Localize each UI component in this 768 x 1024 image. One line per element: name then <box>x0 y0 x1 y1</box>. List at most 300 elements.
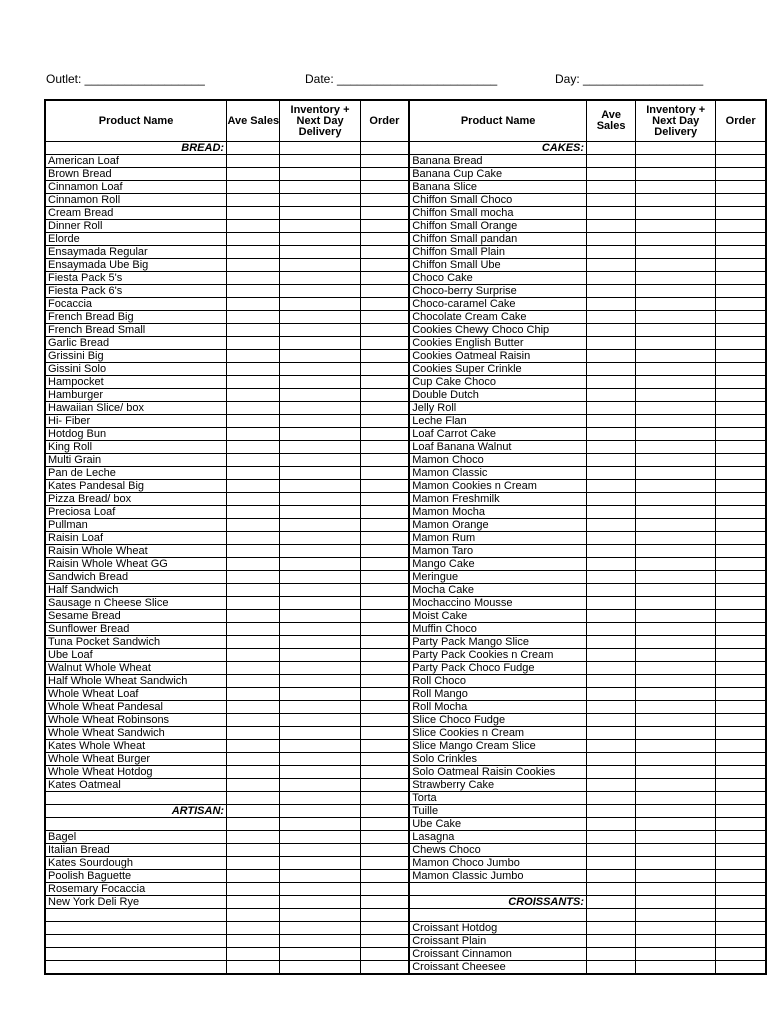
order-cell[interactable] <box>360 415 409 428</box>
order-cell[interactable] <box>360 935 409 948</box>
inventory-cell[interactable] <box>636 194 716 207</box>
order-cell[interactable] <box>716 311 766 324</box>
ave-sales-cell[interactable] <box>587 805 636 818</box>
order-cell[interactable] <box>716 467 766 480</box>
order-cell[interactable] <box>716 844 766 857</box>
order-cell[interactable] <box>716 298 766 311</box>
inventory-cell[interactable] <box>636 922 716 935</box>
ave-sales-cell[interactable] <box>227 285 280 298</box>
order-cell[interactable] <box>716 870 766 883</box>
order-cell[interactable] <box>716 740 766 753</box>
ave-sales-cell[interactable] <box>587 584 636 597</box>
order-cell[interactable] <box>716 584 766 597</box>
order-cell[interactable] <box>716 532 766 545</box>
ave-sales-cell[interactable] <box>587 571 636 584</box>
inventory-cell[interactable] <box>280 636 360 649</box>
order-cell[interactable] <box>360 376 409 389</box>
inventory-cell[interactable] <box>280 558 360 571</box>
ave-sales-cell[interactable] <box>587 701 636 714</box>
inventory-cell[interactable] <box>636 311 716 324</box>
ave-sales-cell[interactable] <box>587 545 636 558</box>
inventory-cell[interactable] <box>280 766 360 779</box>
order-cell[interactable] <box>360 818 409 831</box>
day-field[interactable]: Day: __________________ <box>555 72 704 86</box>
ave-sales-cell[interactable] <box>227 623 280 636</box>
ave-sales-cell[interactable] <box>227 727 280 740</box>
ave-sales-cell[interactable] <box>227 155 280 168</box>
ave-sales-cell[interactable] <box>587 727 636 740</box>
ave-sales-cell[interactable] <box>227 233 280 246</box>
order-cell[interactable] <box>360 701 409 714</box>
inventory-cell[interactable] <box>280 909 360 922</box>
inventory-cell[interactable] <box>280 792 360 805</box>
ave-sales-cell[interactable] <box>227 207 280 220</box>
inventory-cell[interactable] <box>636 610 716 623</box>
ave-sales-cell[interactable] <box>587 376 636 389</box>
ave-sales-cell[interactable] <box>227 610 280 623</box>
inventory-cell[interactable] <box>280 376 360 389</box>
order-cell[interactable] <box>360 662 409 675</box>
ave-sales-cell[interactable] <box>227 805 280 818</box>
ave-sales-cell[interactable] <box>227 688 280 701</box>
inventory-cell[interactable] <box>280 675 360 688</box>
inventory-cell[interactable] <box>280 402 360 415</box>
ave-sales-cell[interactable] <box>587 883 636 896</box>
inventory-cell[interactable] <box>280 857 360 870</box>
inventory-cell[interactable] <box>636 155 716 168</box>
order-cell[interactable] <box>716 545 766 558</box>
order-cell[interactable] <box>716 285 766 298</box>
order-cell[interactable] <box>716 428 766 441</box>
ave-sales-cell[interactable] <box>227 701 280 714</box>
order-cell[interactable] <box>716 805 766 818</box>
ave-sales-cell[interactable] <box>227 584 280 597</box>
ave-sales-cell[interactable] <box>227 896 280 909</box>
inventory-cell[interactable] <box>636 181 716 194</box>
ave-sales-cell[interactable] <box>587 831 636 844</box>
order-cell[interactable] <box>360 519 409 532</box>
ave-sales-cell[interactable] <box>587 935 636 948</box>
order-cell[interactable] <box>716 792 766 805</box>
inventory-cell[interactable] <box>280 194 360 207</box>
ave-sales-cell[interactable] <box>227 753 280 766</box>
inventory-cell[interactable] <box>280 142 360 155</box>
order-cell[interactable] <box>716 272 766 285</box>
order-cell[interactable] <box>360 948 409 961</box>
ave-sales-cell[interactable] <box>587 181 636 194</box>
order-cell[interactable] <box>716 649 766 662</box>
ave-sales-cell[interactable] <box>587 467 636 480</box>
inventory-cell[interactable] <box>636 714 716 727</box>
ave-sales-cell[interactable] <box>587 285 636 298</box>
ave-sales-cell[interactable] <box>587 272 636 285</box>
ave-sales-cell[interactable] <box>587 662 636 675</box>
ave-sales-cell[interactable] <box>227 922 280 935</box>
inventory-cell[interactable] <box>280 454 360 467</box>
ave-sales-cell[interactable] <box>227 870 280 883</box>
order-cell[interactable] <box>360 909 409 922</box>
inventory-cell[interactable] <box>280 662 360 675</box>
inventory-cell[interactable] <box>636 805 716 818</box>
order-cell[interactable] <box>360 272 409 285</box>
ave-sales-cell[interactable] <box>227 402 280 415</box>
ave-sales-cell[interactable] <box>227 467 280 480</box>
inventory-cell[interactable] <box>636 402 716 415</box>
order-cell[interactable] <box>716 818 766 831</box>
inventory-cell[interactable] <box>280 922 360 935</box>
ave-sales-cell[interactable] <box>587 636 636 649</box>
ave-sales-cell[interactable] <box>587 753 636 766</box>
inventory-cell[interactable] <box>636 688 716 701</box>
order-cell[interactable] <box>716 610 766 623</box>
inventory-cell[interactable] <box>280 844 360 857</box>
inventory-cell[interactable] <box>280 805 360 818</box>
inventory-cell[interactable] <box>636 441 716 454</box>
inventory-cell[interactable] <box>280 649 360 662</box>
ave-sales-cell[interactable] <box>587 324 636 337</box>
order-cell[interactable] <box>716 194 766 207</box>
order-cell[interactable] <box>716 441 766 454</box>
inventory-cell[interactable] <box>280 272 360 285</box>
order-cell[interactable] <box>360 532 409 545</box>
order-cell[interactable] <box>360 688 409 701</box>
order-cell[interactable] <box>360 610 409 623</box>
inventory-cell[interactable] <box>636 506 716 519</box>
order-cell[interactable] <box>360 805 409 818</box>
inventory-cell[interactable] <box>280 701 360 714</box>
inventory-cell[interactable] <box>280 779 360 792</box>
ave-sales-cell[interactable] <box>227 337 280 350</box>
inventory-cell[interactable] <box>636 831 716 844</box>
inventory-cell[interactable] <box>280 259 360 272</box>
order-cell[interactable] <box>716 766 766 779</box>
inventory-cell[interactable] <box>636 844 716 857</box>
ave-sales-cell[interactable] <box>227 857 280 870</box>
order-cell[interactable] <box>716 168 766 181</box>
inventory-cell[interactable] <box>636 220 716 233</box>
inventory-cell[interactable] <box>636 597 716 610</box>
order-cell[interactable] <box>360 714 409 727</box>
order-cell[interactable] <box>360 337 409 350</box>
inventory-cell[interactable] <box>280 740 360 753</box>
order-cell[interactable] <box>360 389 409 402</box>
ave-sales-cell[interactable] <box>587 233 636 246</box>
inventory-cell[interactable] <box>280 870 360 883</box>
order-cell[interactable] <box>360 311 409 324</box>
ave-sales-cell[interactable] <box>227 818 280 831</box>
order-cell[interactable] <box>716 376 766 389</box>
order-cell[interactable] <box>360 740 409 753</box>
order-cell[interactable] <box>360 883 409 896</box>
ave-sales-cell[interactable] <box>227 220 280 233</box>
inventory-cell[interactable] <box>636 571 716 584</box>
ave-sales-cell[interactable] <box>227 142 280 155</box>
order-cell[interactable] <box>716 883 766 896</box>
inventory-cell[interactable] <box>280 285 360 298</box>
ave-sales-cell[interactable] <box>587 311 636 324</box>
order-cell[interactable] <box>716 506 766 519</box>
ave-sales-cell[interactable] <box>587 441 636 454</box>
order-cell[interactable] <box>360 207 409 220</box>
inventory-cell[interactable] <box>280 584 360 597</box>
ave-sales-cell[interactable] <box>227 376 280 389</box>
order-cell[interactable] <box>716 389 766 402</box>
inventory-cell[interactable] <box>280 350 360 363</box>
ave-sales-cell[interactable] <box>227 571 280 584</box>
inventory-cell[interactable] <box>636 337 716 350</box>
ave-sales-cell[interactable] <box>587 688 636 701</box>
ave-sales-cell[interactable] <box>587 909 636 922</box>
ave-sales-cell[interactable] <box>587 428 636 441</box>
order-cell[interactable] <box>360 259 409 272</box>
order-cell[interactable] <box>360 831 409 844</box>
order-cell[interactable] <box>360 623 409 636</box>
inventory-cell[interactable] <box>280 168 360 181</box>
order-cell[interactable] <box>360 597 409 610</box>
inventory-cell[interactable] <box>636 818 716 831</box>
inventory-cell[interactable] <box>280 753 360 766</box>
order-cell[interactable] <box>360 571 409 584</box>
order-cell[interactable] <box>716 493 766 506</box>
inventory-cell[interactable] <box>636 389 716 402</box>
inventory-cell[interactable] <box>280 480 360 493</box>
order-cell[interactable] <box>360 792 409 805</box>
inventory-cell[interactable] <box>636 779 716 792</box>
ave-sales-cell[interactable] <box>227 506 280 519</box>
order-cell[interactable] <box>360 194 409 207</box>
ave-sales-cell[interactable] <box>227 779 280 792</box>
ave-sales-cell[interactable] <box>227 259 280 272</box>
order-cell[interactable] <box>360 298 409 311</box>
ave-sales-cell[interactable] <box>587 532 636 545</box>
ave-sales-cell[interactable] <box>227 493 280 506</box>
ave-sales-cell[interactable] <box>227 831 280 844</box>
ave-sales-cell[interactable] <box>587 246 636 259</box>
ave-sales-cell[interactable] <box>587 623 636 636</box>
ave-sales-cell[interactable] <box>587 493 636 506</box>
ave-sales-cell[interactable] <box>227 168 280 181</box>
inventory-cell[interactable] <box>636 740 716 753</box>
inventory-cell[interactable] <box>280 727 360 740</box>
ave-sales-cell[interactable] <box>587 857 636 870</box>
ave-sales-cell[interactable] <box>227 519 280 532</box>
ave-sales-cell[interactable] <box>227 740 280 753</box>
inventory-cell[interactable] <box>280 233 360 246</box>
inventory-cell[interactable] <box>636 896 716 909</box>
inventory-cell[interactable] <box>280 532 360 545</box>
inventory-cell[interactable] <box>280 623 360 636</box>
ave-sales-cell[interactable] <box>587 922 636 935</box>
order-cell[interactable] <box>360 246 409 259</box>
inventory-cell[interactable] <box>280 688 360 701</box>
inventory-cell[interactable] <box>280 467 360 480</box>
ave-sales-cell[interactable] <box>587 519 636 532</box>
ave-sales-cell[interactable] <box>227 363 280 376</box>
inventory-cell[interactable] <box>636 350 716 363</box>
order-cell[interactable] <box>716 961 766 975</box>
inventory-cell[interactable] <box>636 376 716 389</box>
order-cell[interactable] <box>360 779 409 792</box>
order-cell[interactable] <box>716 350 766 363</box>
inventory-cell[interactable] <box>280 610 360 623</box>
inventory-cell[interactable] <box>636 480 716 493</box>
ave-sales-cell[interactable] <box>227 961 280 975</box>
ave-sales-cell[interactable] <box>587 610 636 623</box>
ave-sales-cell[interactable] <box>587 402 636 415</box>
ave-sales-cell[interactable] <box>587 337 636 350</box>
order-cell[interactable] <box>716 558 766 571</box>
order-cell[interactable] <box>360 961 409 975</box>
order-cell[interactable] <box>360 324 409 337</box>
inventory-cell[interactable] <box>636 545 716 558</box>
ave-sales-cell[interactable] <box>227 298 280 311</box>
ave-sales-cell[interactable] <box>587 155 636 168</box>
ave-sales-cell[interactable] <box>227 532 280 545</box>
inventory-cell[interactable] <box>636 415 716 428</box>
inventory-cell[interactable] <box>636 298 716 311</box>
ave-sales-cell[interactable] <box>587 298 636 311</box>
inventory-cell[interactable] <box>636 623 716 636</box>
inventory-cell[interactable] <box>636 324 716 337</box>
order-cell[interactable] <box>360 766 409 779</box>
ave-sales-cell[interactable] <box>227 311 280 324</box>
inventory-cell[interactable] <box>636 766 716 779</box>
order-cell[interactable] <box>360 558 409 571</box>
order-cell[interactable] <box>360 649 409 662</box>
ave-sales-cell[interactable] <box>227 272 280 285</box>
order-cell[interactable] <box>716 155 766 168</box>
inventory-cell[interactable] <box>636 935 716 948</box>
inventory-cell[interactable] <box>280 493 360 506</box>
order-cell[interactable] <box>716 454 766 467</box>
ave-sales-cell[interactable] <box>227 766 280 779</box>
ave-sales-cell[interactable] <box>587 480 636 493</box>
order-cell[interactable] <box>716 688 766 701</box>
ave-sales-cell[interactable] <box>587 870 636 883</box>
order-cell[interactable] <box>716 220 766 233</box>
inventory-cell[interactable] <box>636 532 716 545</box>
order-cell[interactable] <box>716 402 766 415</box>
inventory-cell[interactable] <box>636 285 716 298</box>
inventory-cell[interactable] <box>636 259 716 272</box>
inventory-cell[interactable] <box>636 168 716 181</box>
inventory-cell[interactable] <box>636 662 716 675</box>
ave-sales-cell[interactable] <box>587 350 636 363</box>
inventory-cell[interactable] <box>636 675 716 688</box>
ave-sales-cell[interactable] <box>227 636 280 649</box>
inventory-cell[interactable] <box>636 883 716 896</box>
inventory-cell[interactable] <box>280 246 360 259</box>
ave-sales-cell[interactable] <box>587 207 636 220</box>
inventory-cell[interactable] <box>636 857 716 870</box>
ave-sales-cell[interactable] <box>587 766 636 779</box>
order-cell[interactable] <box>360 493 409 506</box>
order-cell[interactable] <box>716 857 766 870</box>
ave-sales-cell[interactable] <box>587 389 636 402</box>
ave-sales-cell[interactable] <box>227 935 280 948</box>
inventory-cell[interactable] <box>636 584 716 597</box>
order-cell[interactable] <box>716 142 766 155</box>
order-cell[interactable] <box>360 584 409 597</box>
order-cell[interactable] <box>716 662 766 675</box>
order-cell[interactable] <box>716 207 766 220</box>
order-cell[interactable] <box>716 909 766 922</box>
ave-sales-cell[interactable] <box>587 714 636 727</box>
inventory-cell[interactable] <box>280 324 360 337</box>
ave-sales-cell[interactable] <box>227 246 280 259</box>
inventory-cell[interactable] <box>636 246 716 259</box>
inventory-cell[interactable] <box>636 701 716 714</box>
ave-sales-cell[interactable] <box>227 350 280 363</box>
order-cell[interactable] <box>360 727 409 740</box>
order-cell[interactable] <box>716 480 766 493</box>
order-cell[interactable] <box>716 363 766 376</box>
ave-sales-cell[interactable] <box>227 428 280 441</box>
ave-sales-cell[interactable] <box>587 259 636 272</box>
inventory-cell[interactable] <box>280 818 360 831</box>
inventory-cell[interactable] <box>280 428 360 441</box>
inventory-cell[interactable] <box>636 961 716 975</box>
ave-sales-cell[interactable] <box>587 558 636 571</box>
ave-sales-cell[interactable] <box>227 389 280 402</box>
inventory-cell[interactable] <box>636 909 716 922</box>
inventory-cell[interactable] <box>636 753 716 766</box>
order-cell[interactable] <box>360 350 409 363</box>
inventory-cell[interactable] <box>280 337 360 350</box>
inventory-cell[interactable] <box>636 493 716 506</box>
order-cell[interactable] <box>716 623 766 636</box>
order-cell[interactable] <box>360 545 409 558</box>
order-cell[interactable] <box>360 233 409 246</box>
ave-sales-cell[interactable] <box>587 818 636 831</box>
order-cell[interactable] <box>360 454 409 467</box>
order-cell[interactable] <box>716 415 766 428</box>
order-cell[interactable] <box>716 948 766 961</box>
ave-sales-cell[interactable] <box>587 740 636 753</box>
order-cell[interactable] <box>716 935 766 948</box>
ave-sales-cell[interactable] <box>587 844 636 857</box>
inventory-cell[interactable] <box>636 428 716 441</box>
ave-sales-cell[interactable] <box>587 792 636 805</box>
inventory-cell[interactable] <box>280 155 360 168</box>
ave-sales-cell[interactable] <box>227 792 280 805</box>
order-cell[interactable] <box>716 324 766 337</box>
order-cell[interactable] <box>716 233 766 246</box>
inventory-cell[interactable] <box>280 714 360 727</box>
inventory-cell[interactable] <box>636 649 716 662</box>
ave-sales-cell[interactable] <box>587 779 636 792</box>
ave-sales-cell[interactable] <box>227 181 280 194</box>
order-cell[interactable] <box>360 155 409 168</box>
ave-sales-cell[interactable] <box>587 961 636 975</box>
order-cell[interactable] <box>716 701 766 714</box>
inventory-cell[interactable] <box>280 363 360 376</box>
order-cell[interactable] <box>360 168 409 181</box>
order-cell[interactable] <box>716 831 766 844</box>
order-cell[interactable] <box>716 922 766 935</box>
ave-sales-cell[interactable] <box>587 142 636 155</box>
inventory-cell[interactable] <box>280 948 360 961</box>
inventory-cell[interactable] <box>280 389 360 402</box>
ave-sales-cell[interactable] <box>227 545 280 558</box>
ave-sales-cell[interactable] <box>227 883 280 896</box>
inventory-cell[interactable] <box>636 948 716 961</box>
inventory-cell[interactable] <box>636 272 716 285</box>
ave-sales-cell[interactable] <box>587 597 636 610</box>
inventory-cell[interactable] <box>636 233 716 246</box>
order-cell[interactable] <box>716 727 766 740</box>
order-cell[interactable] <box>360 142 409 155</box>
